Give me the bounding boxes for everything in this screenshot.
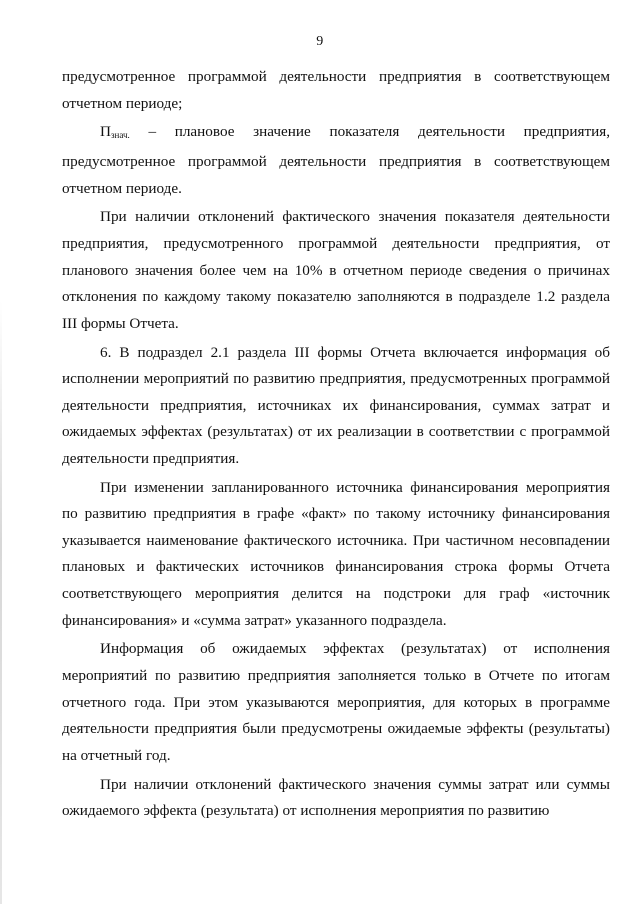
paragraph-continuation: предусмотренное программой деятельности предприятия в соответствующем отчетном периоде; bbox=[62, 68, 610, 112]
plan-value-definition-text: – плановое значение показателя деятельности предприятия, предусмотренное программой деятельности предприятия в соответствующем отчетном периоде. bbox=[62, 123, 610, 197]
paragraph-section-6: 6. В подраздел 2.1 раздела III формы Отчета включается информация об исполнении мероприятий по развитию предприятия, предусмотренных программой деятельности предприятия, источниках их финансирования, суммах затрат и ожидаемых эффектах (результатах) от их реализации в соответствии с программой деятельности предприятия. bbox=[62, 343, 610, 467]
paragraph-cost-deviation: При наличии отклонений фактического значения суммы затрат или суммы ожидаемого эффекта (результата) от исполнения мероприятия по развитию bbox=[62, 775, 610, 820]
paragraph-funding-source-change: При изменении запланированного источника финансирования мероприятия по развитию предприятия в графе «факт» по такому источнику финансирования указывается наименование фактического источника. При частичном несовпадении плановых и фактических источников финансирования строка формы Отчета соответствующего мероприятия делится на подстроки для граф «источник финансирования» и «сумма затрат» указанного подраздела. bbox=[62, 478, 610, 629]
symbol-letter: П bbox=[100, 123, 111, 141]
paragraph-plan-value-definition bbox=[62, 119, 610, 202]
paragraph-expected-effects: Информация об ожидаемых эффектах (результатах) от исполнения мероприятий по развитию предприятия заполняется только в Отчете по итогам отчетного года. При этом указываются мероприятия, для которых в программе деятельности предприятия были предусмотрены ожидаемые эффекты (результаты) на отчетный год. bbox=[62, 640, 610, 764]
scan-edge-shadow bbox=[0, 300, 2, 904]
paragraph-deviation-indicators: При наличии отклонений фактического значения показателя деятельности предприятия, предусмотренного программой деятельности предприятия, от планового значения более чем на 10% в отчетном периоде сведения о причинах отклонения по каждому такому показателю заполняются в подразделе 1.2 раздела III формы Отчета. bbox=[62, 208, 610, 332]
page-number: 9 bbox=[316, 34, 324, 49]
document-body bbox=[62, 64, 610, 827]
symbol-subscript: знач. bbox=[110, 130, 130, 141]
